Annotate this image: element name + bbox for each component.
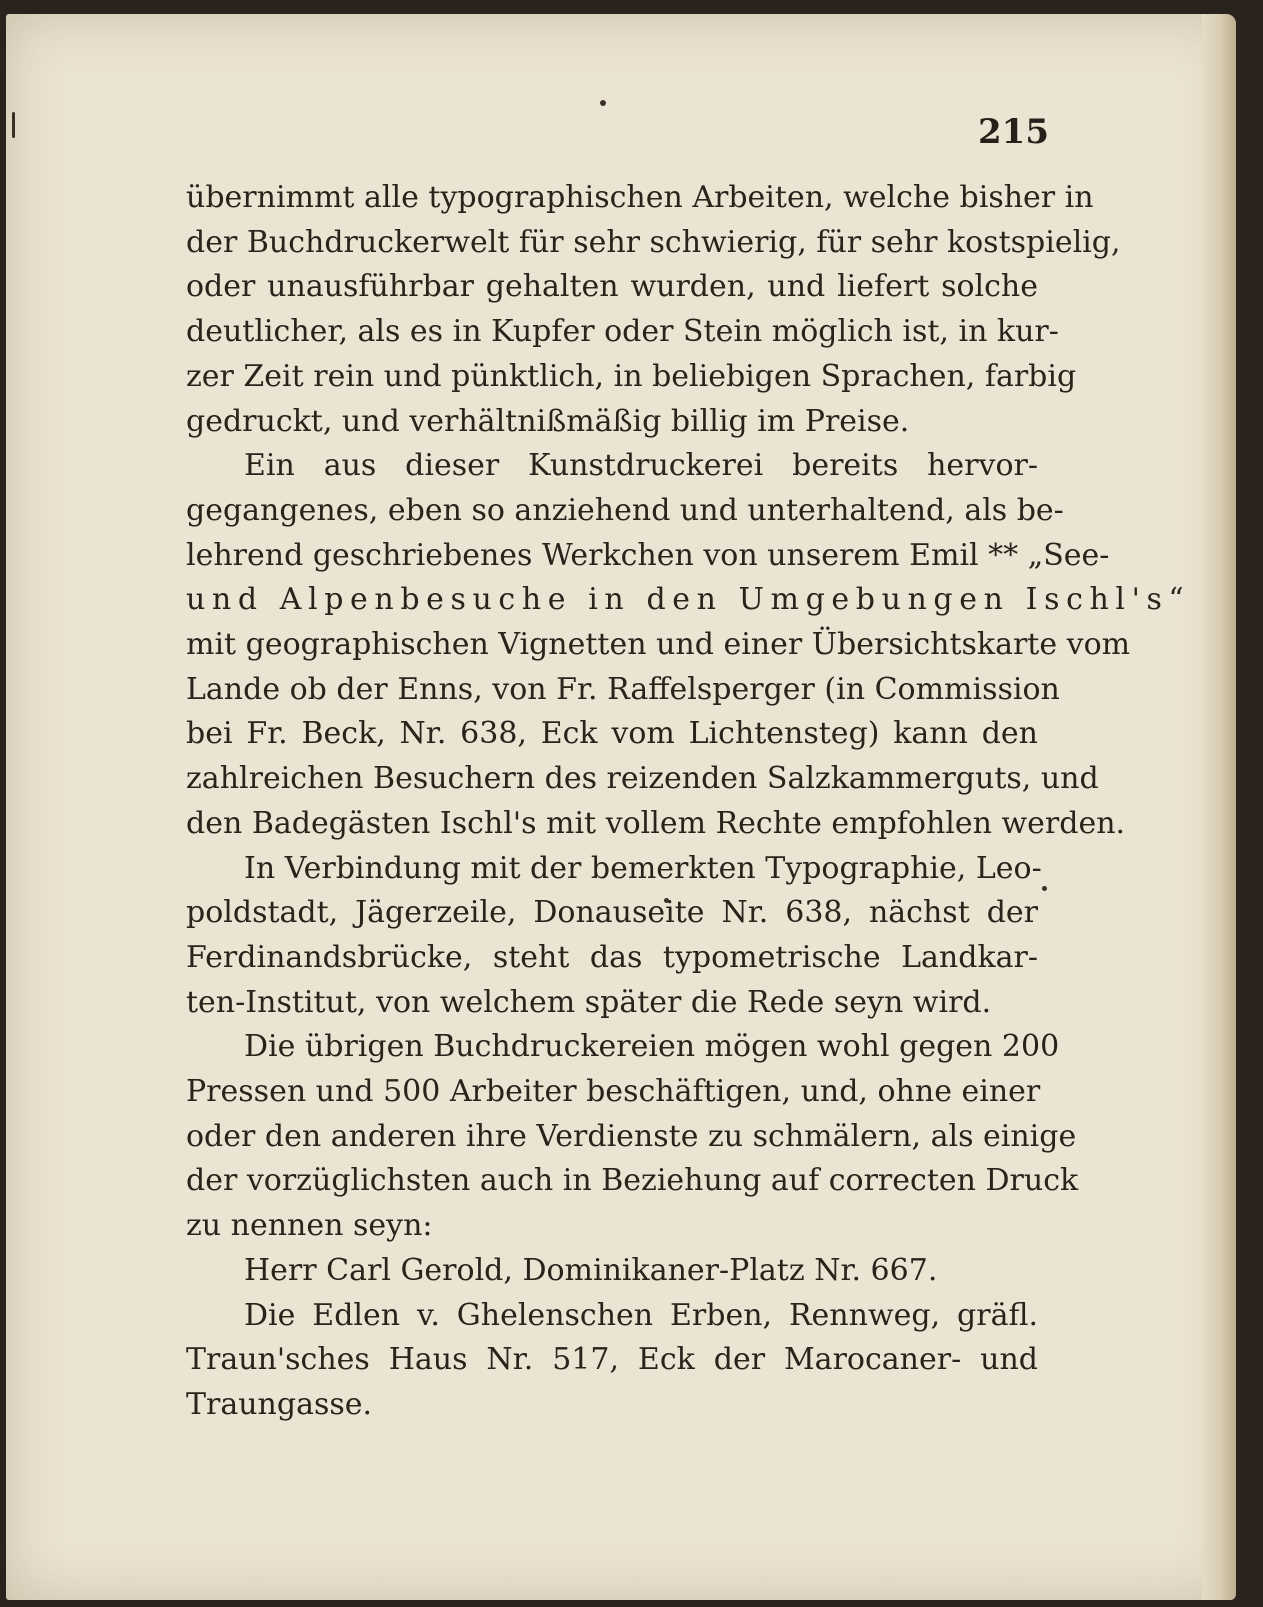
text-line: der Buchdruckerwelt für sehr schwierig, für sehr kostspielig, <box>186 224 1121 260</box>
paragraph <box>186 1294 1038 1428</box>
paragraph <box>186 444 1191 846</box>
text-line: gegangenes, eben so anziehend und unterhaltend, als be- <box>186 492 1064 528</box>
text-line: gedruckt, und verhältnißmäßig billig im Preise. <box>186 403 910 439</box>
text-line: Die Edlen v. Ghelenschen Erben, Rennweg, gräfl. <box>244 1297 1038 1333</box>
text-line: lehrend geschriebenes Werkchen von unserem Emil ** „See- <box>186 537 1110 573</box>
text-line: poldstadt, Jägerzeile, Donauseite Nr. 638, nächst der <box>186 895 1038 931</box>
text-line: mit geographischen Vignetten und einer Übersichtskarte vom <box>186 627 1131 663</box>
text-line: Traun'sches Haus Nr. 517, Eck der Marocaner- und <box>186 1342 1038 1378</box>
text-line: Ferdinandsbrücke, steht das typometrische Landkar- <box>186 939 1038 975</box>
text-line: der vorzüglichsten auch in Beziehung auf correcten Druck <box>186 1163 1079 1199</box>
paragraph <box>186 176 1121 444</box>
text-line: Die übrigen Buchdruckereien mögen wohl gegen 200 <box>244 1029 1060 1065</box>
binding-mark <box>12 112 15 138</box>
paragraph <box>186 847 1042 1026</box>
text-line: oder den anderen ihre Verdienste zu schmälern, als einige <box>186 1118 1077 1154</box>
text-line: Lande ob der Enns, von Fr. Raffelsperger (in Commission <box>186 671 1060 707</box>
text-line: zer Zeit rein und pünktlich, in beliebigen Sprachen, farbig <box>186 358 1077 394</box>
ink-speck <box>1042 886 1047 891</box>
text-line: zahlreichen Besuchern des reizenden Salzkammerguts, und <box>186 761 1099 797</box>
paragraph <box>186 1249 1038 1294</box>
text-line: ten-Institut, von welchem später die Rede seyn wird. <box>186 984 992 1020</box>
text-line: Herr Carl Gerold, Dominikaner-Platz Nr. 667. <box>244 1252 938 1288</box>
ink-speck <box>600 100 606 106</box>
text-line: bei Fr. Beck, Nr. 638, Eck vom Lichtensteg) kann den <box>186 716 1038 752</box>
text-line: übernimmt alle typographischen Arbeiten, welche bisher in <box>186 180 1094 215</box>
paragraph <box>186 1025 1079 1249</box>
text-line: Traungasse. <box>186 1386 373 1422</box>
text-line: deutlicher, als es in Kupfer oder Stein möglich ist, in kur- <box>186 314 1059 350</box>
text-line: Ein aus dieser Kunstdruckerei bereits hervor- <box>244 448 1038 484</box>
body-text <box>186 176 1191 1428</box>
book-page <box>6 14 1236 1600</box>
text-line: zu nennen seyn: <box>186 1208 433 1244</box>
text-line: und Alpenbesuche in den Umgebungen Ischl's“ <box>186 582 1191 618</box>
text-line: oder unausführbar gehalten wurden, und liefert solche <box>186 269 1038 305</box>
page-edge-shading <box>1202 14 1236 1600</box>
text-line: den Badegästen Ischl's mit vollem Rechte empfohlen werden. <box>186 805 1126 841</box>
text-line: Pressen und 500 Arbeiter beschäftigen, und, ohne einer <box>186 1074 1041 1110</box>
text-line: In Verbindung mit der bemerkten Typographie, Leo- <box>244 850 1042 886</box>
page-number: 215 <box>978 112 1049 152</box>
